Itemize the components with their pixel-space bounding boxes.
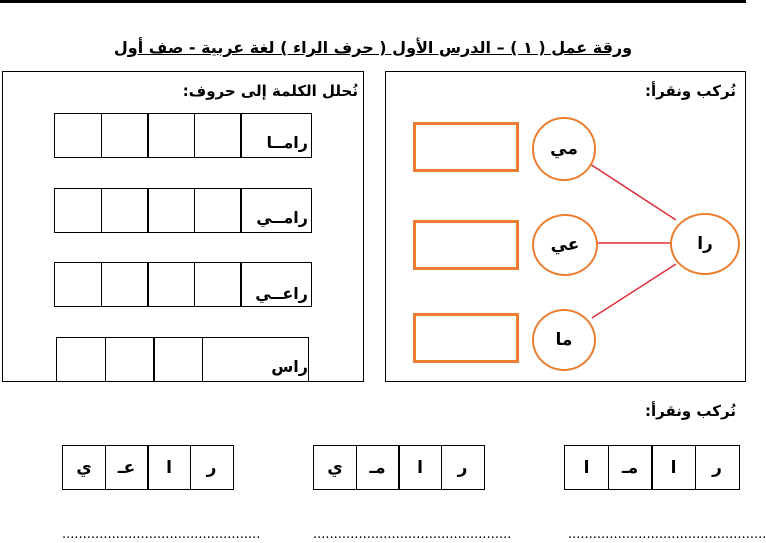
analyse-word-4: راس (271, 357, 308, 376)
letter-box: ر (695, 445, 740, 490)
connector-line (592, 264, 676, 318)
letter-box: مـ (356, 445, 400, 490)
answer-box-1[interactable] (413, 122, 519, 172)
syllable-label: ما (555, 330, 573, 350)
letter-box: ا (147, 445, 191, 490)
letter-box: ي (313, 445, 357, 490)
letter-box: ا (398, 445, 442, 490)
letter-box: ر (190, 445, 234, 490)
syllable-label: عي (550, 235, 580, 255)
syllable-label: مي (550, 139, 578, 159)
analyse-word-1: رامــا (266, 133, 308, 152)
letter-group-1 (564, 445, 740, 490)
analyse-word-3: راعــي (255, 284, 308, 303)
worksheet-title: ورقة عمل ( ١ ) – الدرس الأول ( حرف الراء ) لغة عربية - صف أول (113, 38, 633, 57)
letter-box: مـ (608, 445, 653, 490)
answer-line-1[interactable]: ................................................ (568, 527, 766, 542)
letter-box: ا (564, 445, 609, 490)
hub-circle (670, 213, 740, 275)
compose-bottom-heading: نُركب ونقرأ: (644, 402, 736, 420)
answer-line-2[interactable]: ................................................ (313, 527, 512, 542)
answer-box-2[interactable] (413, 220, 519, 270)
answer-line-3[interactable]: ................................................ (62, 527, 261, 542)
syllable-circle-3 (532, 309, 596, 371)
compose-heading: نُركب ونقرأ: (644, 82, 736, 100)
answer-box-3[interactable] (413, 313, 519, 363)
analyse-heading: نُحلل الكلمة إلى حروف: (182, 82, 358, 100)
letter-box: ي (62, 445, 106, 490)
letter-box: ر (441, 445, 485, 490)
letter-group-2 (313, 445, 485, 490)
analyse-word-2: رامــي (256, 208, 308, 227)
letter-box: عـ (105, 445, 149, 490)
letter-box: ا (651, 445, 696, 490)
letter-group-3 (62, 445, 234, 490)
syllable-circle-2 (532, 214, 598, 276)
syllable-circle-1 (532, 117, 596, 181)
connector-line (590, 164, 676, 220)
hub-label: را (697, 234, 713, 254)
